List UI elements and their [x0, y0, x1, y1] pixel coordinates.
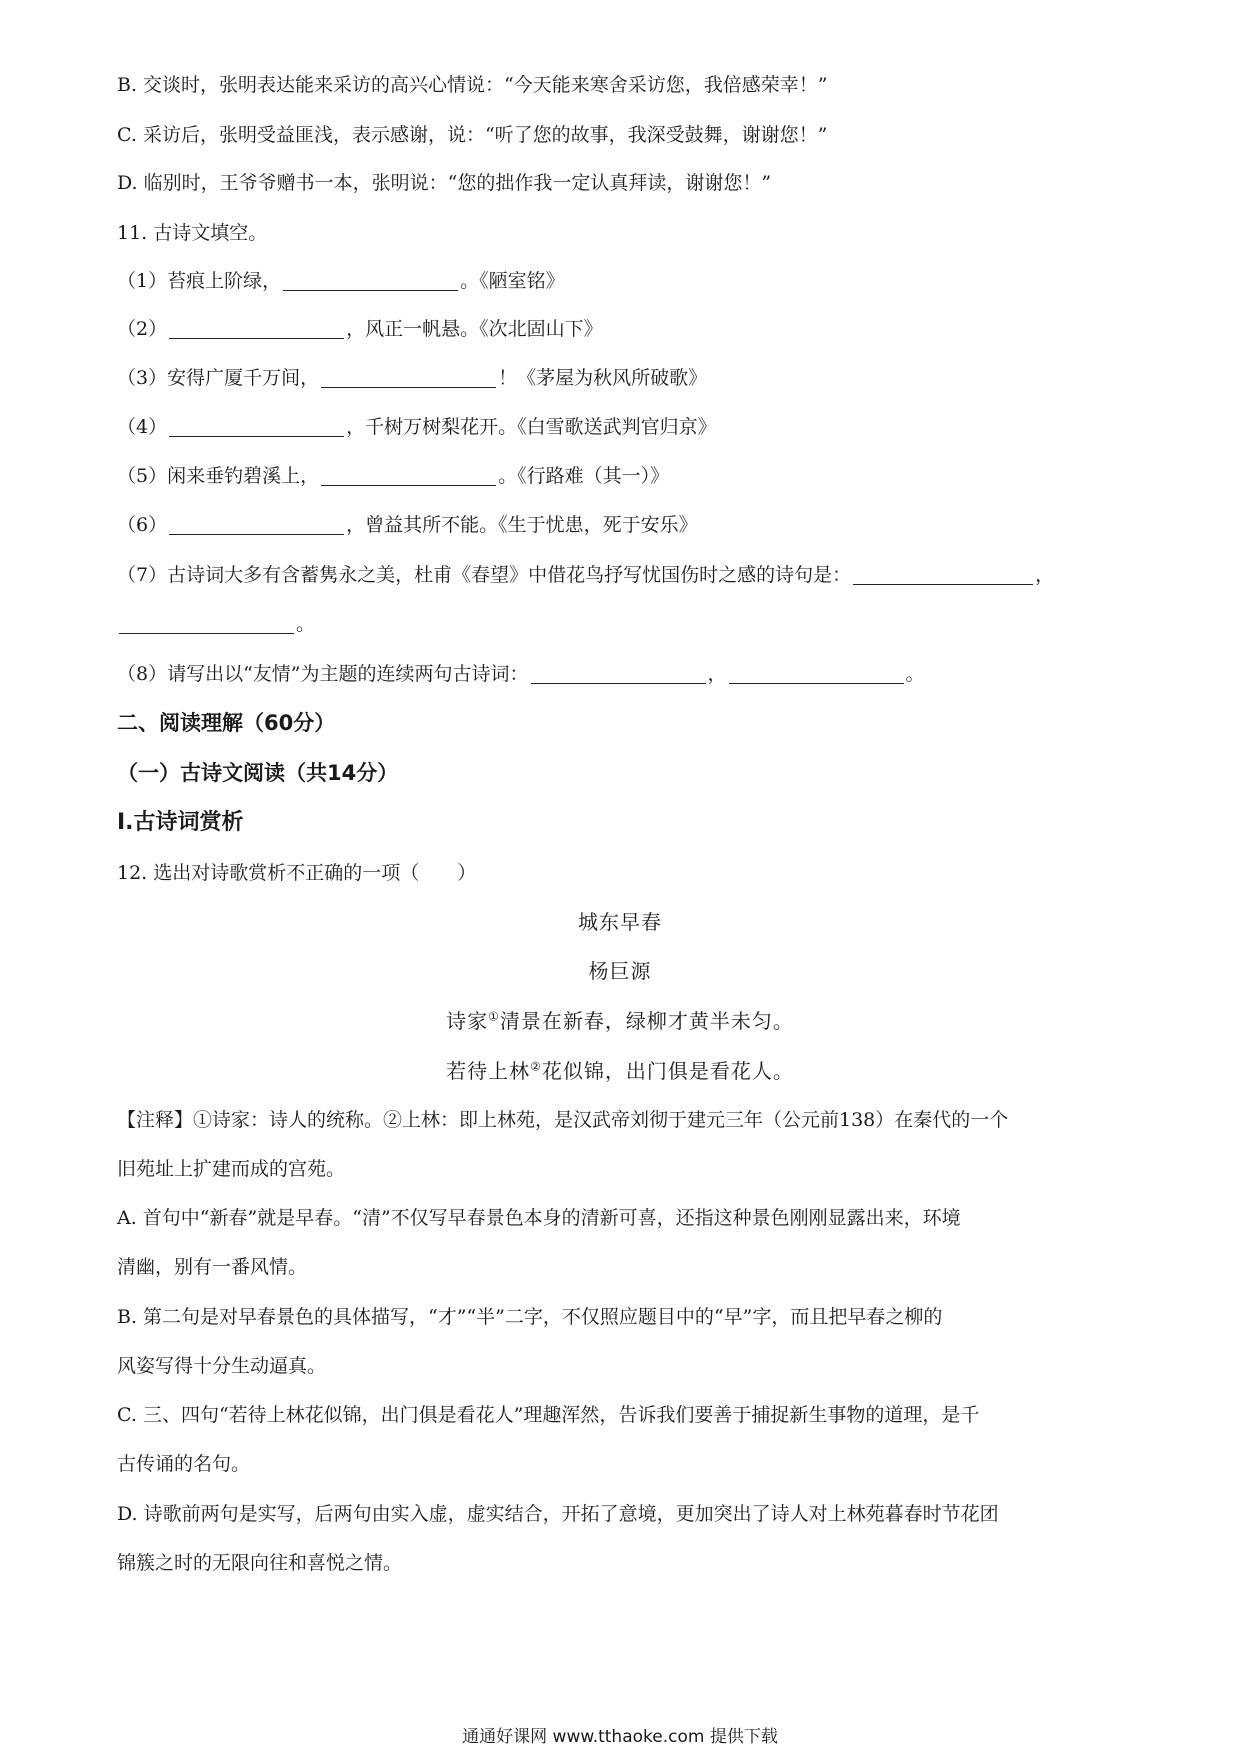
fill-blank[interactable] — [531, 663, 706, 684]
question-11-title: 11. 古诗文填空。 — [117, 222, 268, 244]
fill-blank[interactable] — [283, 270, 458, 291]
question-12-title: 12. 选出对诗歌赏析不正确的一项（ ） — [117, 862, 477, 884]
q12-option-b-cont: 风姿写得十分生动逼真。 — [117, 1355, 327, 1377]
q12-option-c: C. 三、四句“若待上林花似锦，出门俱是看花人”理趣浑然，告诉我们要善于捕捉新生事物的道理，是千 — [117, 1404, 980, 1426]
note-marker-2: ② — [530, 1059, 542, 1074]
fill-blank[interactable] — [321, 465, 496, 486]
q12-option-d: D. 诗歌前两句是实写，后两句由实入虚，虚实结合，开拓了意境，更加突出了诗人对上林苑暮春时节花团 — [117, 1503, 999, 1525]
q11-item-6 — [117, 510, 1132, 540]
poem-line-2 — [0, 1056, 1240, 1086]
note-marker-1: ① — [488, 1009, 500, 1024]
q11-item-3-text: （3）安得广厦千万间， — [117, 367, 320, 389]
q12-option-c-cont: 古传诵的名句。 — [117, 1453, 251, 1475]
fill-blank[interactable] — [729, 663, 904, 684]
section-2-sub2: Ⅰ.古诗词赏析 — [117, 810, 244, 835]
section-2-sub1: （一）古诗文阅读（共14分） — [117, 761, 399, 785]
option-c-prev: C. 采访后，张明受益匪浅，表示感谢，说：“听了您的故事，我深受鼓舞，谢谢您！” — [117, 124, 828, 146]
q11-item-5-text: （5）闲来垂钓碧溪上， — [117, 465, 320, 487]
page-footer: 通通好课网 www.tthaoke.com 提供下载 — [462, 1727, 778, 1747]
poem-line-1-b: 清景在新春，绿柳才黄半未匀。 — [499, 1009, 794, 1033]
fill-blank[interactable] — [119, 613, 294, 634]
q11-item-1-source: 。《陋室铭》 — [460, 270, 565, 292]
poem-line-2-b: 花似锦，出门俱是看花人。 — [541, 1059, 794, 1083]
q11-item-8-text: （8）请写出以“友情”为主题的连续两句古诗词： — [117, 663, 529, 685]
q11-item-8 — [117, 659, 1132, 689]
q11-item-7-text: （7）古诗词大多有含蓄隽永之美，杜甫《春望》中借花鸟抒写忧国伤时之感的诗句是： — [117, 564, 852, 586]
fill-blank[interactable] — [169, 514, 344, 535]
q11-item-3-source: ！《茅屋为秋风所破歌》 — [498, 367, 708, 389]
option-d-prev: D. 临别时，王爷爷赠书一本，张明说：“您的拙作我一定认真拜读，谢谢您！” — [117, 172, 772, 194]
q11-item-8-comma: ， — [707, 663, 727, 685]
section-2-title: 二、阅读理解（60分） — [117, 711, 336, 735]
q11-item-7-comma: ， — [1035, 564, 1055, 586]
q11-item-1 — [117, 266, 1132, 296]
q11-item-2-text: （2） — [117, 318, 168, 340]
fill-blank[interactable] — [321, 367, 496, 388]
poem-title: 城东早春 — [578, 910, 662, 934]
poem-author: 杨巨源 — [588, 959, 652, 983]
poem-line-1-a: 诗家 — [446, 1009, 489, 1033]
annotation-line-2: 旧苑址上扩建而成的宫苑。 — [117, 1158, 346, 1180]
q11-item-8-end: 。 — [905, 663, 925, 685]
fill-blank[interactable] — [169, 416, 344, 437]
q11-item-3 — [117, 363, 1132, 393]
q11-item-6-source: ，曾益其所不能。《生于忧患，死于安乐》 — [346, 514, 698, 536]
q12-option-a-cont: 清幽，别有一番风情。 — [117, 1256, 308, 1278]
q12-option-a: A. 首句中“新春”就是早春。“清”不仅写早春景色本身的清新可喜，还指这种景色刚刚显露出来，环境 — [117, 1207, 961, 1229]
poem-line-1 — [0, 1006, 1240, 1036]
q12-option-b: B. 第二句是对早春景色的具体描写，“才”“半”二字，不仅照应题目中的“早”字，而且把早春之柳的 — [117, 1306, 943, 1328]
annotation-line-1: 【注释】①诗家：诗人的统称。②上林：即上林苑，是汉武帝刘彻于建元三年（公元前138）在秦代的一个 — [117, 1109, 1009, 1131]
q11-item-7-cont — [117, 609, 1132, 639]
q11-item-2 — [117, 314, 1132, 344]
q11-item-4-text: （4） — [117, 416, 168, 438]
q11-item-5 — [117, 461, 1132, 491]
q11-item-6-text: （6） — [117, 514, 168, 536]
q11-item-4-source: ，千树万树梨花开。《白雪歌送武判官归京》 — [346, 416, 717, 438]
q11-item-4 — [117, 412, 1132, 442]
poem-line-2-a: 若待上林 — [446, 1059, 531, 1083]
q11-item-1-text: （1）苔痕上阶绿， — [117, 270, 282, 292]
q12-option-d-cont: 锦簇之时的无限向往和喜悦之情。 — [117, 1552, 403, 1574]
q11-item-7 — [117, 560, 1132, 590]
option-b-prev: B. 交谈时，张明表达能来采访的高兴心情说：“今天能来寒舍采访您，我倍感荣幸！” — [117, 74, 828, 96]
fill-blank[interactable] — [169, 318, 344, 339]
q11-item-5-source: 。《行路难（其一）》 — [498, 465, 670, 487]
fill-blank[interactable] — [853, 564, 1033, 585]
q11-item-7-end: 。 — [296, 613, 316, 635]
q11-item-2-source: ，风正一帆悬。《次北固山下》 — [346, 318, 603, 340]
